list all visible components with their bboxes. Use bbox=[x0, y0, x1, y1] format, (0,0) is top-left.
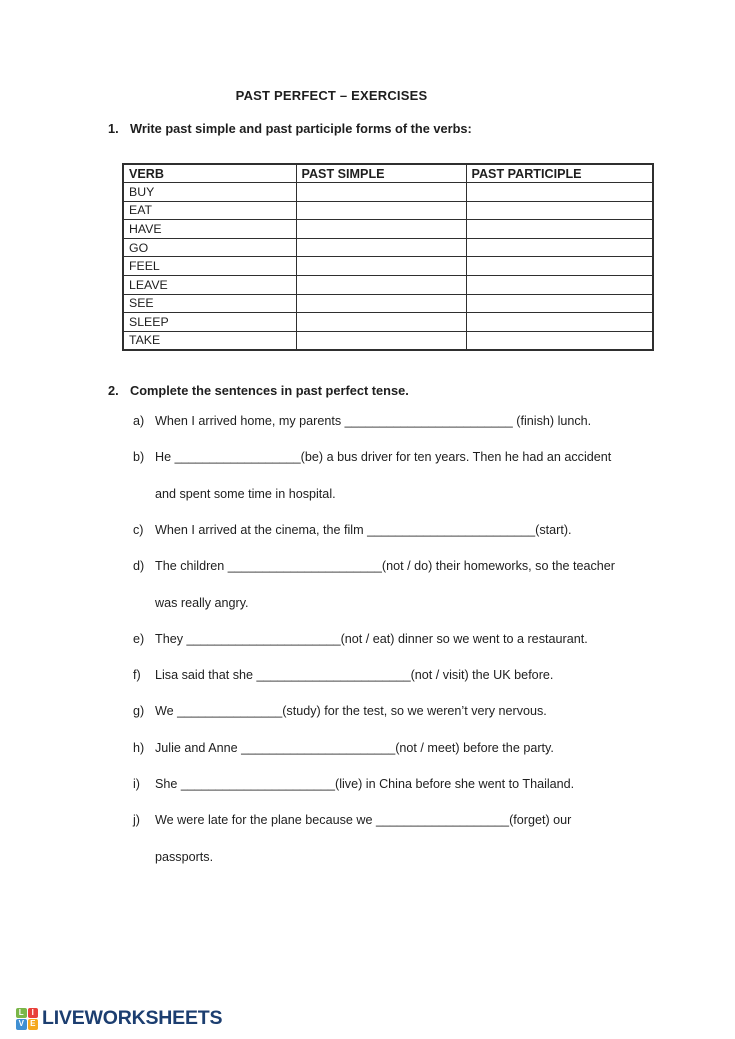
sentence-text: When I arrived home, my parents ________________________ (finish) lunch. bbox=[155, 414, 592, 429]
verb-cell: TAKE bbox=[123, 331, 296, 350]
exercise1-heading bbox=[108, 121, 735, 136]
sentence-text: Lisa said that she ______________________(not / visit) the UK before. bbox=[155, 668, 554, 683]
sentence-line bbox=[133, 657, 707, 693]
sentence-label: f) bbox=[133, 668, 141, 683]
sentence-text: She ______________________(live) in China before she went to Thailand. bbox=[155, 777, 575, 792]
sentence-text: The children ______________________(not / do) their homeworks, so the teacher bbox=[155, 559, 615, 574]
sentence-text: Julie and Anne ______________________(not / meet) before the party. bbox=[155, 740, 554, 755]
sentence-line bbox=[133, 766, 707, 802]
past-simple-cell bbox=[296, 331, 466, 350]
sentence-e bbox=[133, 621, 707, 657]
exercise1-instruction: Write past simple and past participle forms of the verbs: bbox=[130, 121, 472, 136]
table-row bbox=[123, 201, 653, 220]
sentence-d bbox=[133, 548, 707, 621]
verb-cell: HAVE bbox=[123, 220, 296, 239]
sentence-f bbox=[133, 657, 707, 693]
logo-square-e: E bbox=[28, 1019, 39, 1030]
sentence-text: We _______________(study) for the test, so we weren’t very nervous. bbox=[155, 704, 547, 719]
header-past-participle: PAST PARTICIPLE bbox=[466, 164, 653, 183]
logo-square-l: L bbox=[16, 1008, 27, 1019]
past-simple-cell bbox=[296, 276, 466, 295]
sentence-line bbox=[133, 584, 707, 620]
sentence-label: b) bbox=[133, 450, 145, 465]
table-row bbox=[123, 238, 653, 257]
sentence-line bbox=[133, 512, 707, 548]
sentence-text: He __________________(be) a bus driver for ten years. Then he had an accident bbox=[155, 450, 612, 465]
liveworksheets-wordmark: LIVEWORKSHEETS bbox=[42, 1007, 223, 1029]
sentence-g bbox=[133, 693, 707, 729]
past-simple-cell bbox=[296, 257, 466, 276]
verb-cell: SLEEP bbox=[123, 313, 296, 332]
logo-square-i: I bbox=[28, 1008, 39, 1019]
sentence-line bbox=[133, 403, 707, 439]
verb-cell: FEEL bbox=[123, 257, 296, 276]
past-participle-cell bbox=[466, 201, 653, 220]
verb-cell: GO bbox=[123, 238, 296, 257]
verb-cell: BUY bbox=[123, 183, 296, 202]
table-row bbox=[123, 220, 653, 239]
sentence-text: passports. bbox=[155, 849, 214, 864]
sentence-label: g) bbox=[133, 704, 145, 719]
page-title: PAST PERFECT – EXERCISES bbox=[235, 88, 428, 103]
sentence-text: When I arrived at the cinema, the film ________________________(start). bbox=[155, 522, 572, 537]
sentence-a bbox=[133, 403, 707, 439]
past-participle-cell bbox=[466, 294, 653, 313]
verb-cell: LEAVE bbox=[123, 276, 296, 295]
sentence-text: We were late for the plane because we ___________________(forget) our bbox=[155, 813, 572, 828]
table-row bbox=[123, 183, 653, 202]
sentence-label: e) bbox=[133, 631, 145, 646]
liveworksheets-logo-icon bbox=[16, 1008, 38, 1030]
past-participle-cell bbox=[466, 313, 653, 332]
sentence-label: i) bbox=[133, 777, 140, 792]
sentence-line bbox=[133, 802, 707, 838]
past-simple-cell bbox=[296, 201, 466, 220]
sentence-text: was really angry. bbox=[155, 595, 249, 610]
sentence-i bbox=[133, 766, 707, 802]
past-participle-cell bbox=[466, 183, 653, 202]
exercise2-heading bbox=[108, 383, 735, 398]
sentence-list bbox=[133, 403, 707, 875]
sentence-label: h) bbox=[133, 740, 145, 755]
sentence-line bbox=[133, 476, 707, 512]
sentence-line bbox=[133, 839, 707, 875]
sentence-line bbox=[133, 621, 707, 657]
table-header-row bbox=[123, 164, 653, 183]
liveworksheets-footer bbox=[16, 1007, 222, 1030]
past-simple-cell bbox=[296, 294, 466, 313]
table-row bbox=[123, 294, 653, 313]
past-participle-cell bbox=[466, 257, 653, 276]
sentence-b bbox=[133, 439, 707, 512]
sentence-label: a) bbox=[133, 414, 145, 429]
past-participle-cell bbox=[466, 238, 653, 257]
verb-cell: SEE bbox=[123, 294, 296, 313]
past-simple-cell bbox=[296, 313, 466, 332]
past-participle-cell bbox=[466, 220, 653, 239]
verb-cell: EAT bbox=[123, 201, 296, 220]
header-verb: VERB bbox=[123, 164, 296, 183]
past-participle-cell bbox=[466, 276, 653, 295]
sentence-line bbox=[133, 730, 707, 766]
exercise1-number: 1. bbox=[108, 121, 119, 136]
sentence-label: d) bbox=[133, 559, 145, 574]
sentence-label: j) bbox=[133, 813, 140, 828]
sentence-line bbox=[133, 439, 707, 475]
header-past-simple: PAST SIMPLE bbox=[296, 164, 466, 183]
sentence-h bbox=[133, 730, 707, 766]
sentence-j bbox=[133, 802, 707, 875]
logo-square-v: V bbox=[16, 1019, 27, 1030]
sentence-text: and spent some time in hospital. bbox=[155, 486, 336, 501]
sentence-line bbox=[133, 693, 707, 729]
sentence-label: c) bbox=[133, 522, 144, 537]
verb-forms-table bbox=[122, 163, 654, 351]
table-row bbox=[123, 276, 653, 295]
sentence-text: They ______________________(not / eat) dinner so we went to a restaurant. bbox=[155, 631, 588, 646]
exercise2-instruction: Complete the sentences in past perfect tense. bbox=[130, 382, 409, 398]
table-row bbox=[123, 257, 653, 276]
past-simple-cell bbox=[296, 183, 466, 202]
sentence-c bbox=[133, 512, 707, 548]
table-row bbox=[123, 331, 653, 350]
past-simple-cell bbox=[296, 220, 466, 239]
sentence-line bbox=[133, 548, 707, 584]
past-participle-cell bbox=[466, 331, 653, 350]
past-simple-cell bbox=[296, 238, 466, 257]
table-row bbox=[123, 313, 653, 332]
exercise2-number: 2. bbox=[108, 382, 119, 398]
